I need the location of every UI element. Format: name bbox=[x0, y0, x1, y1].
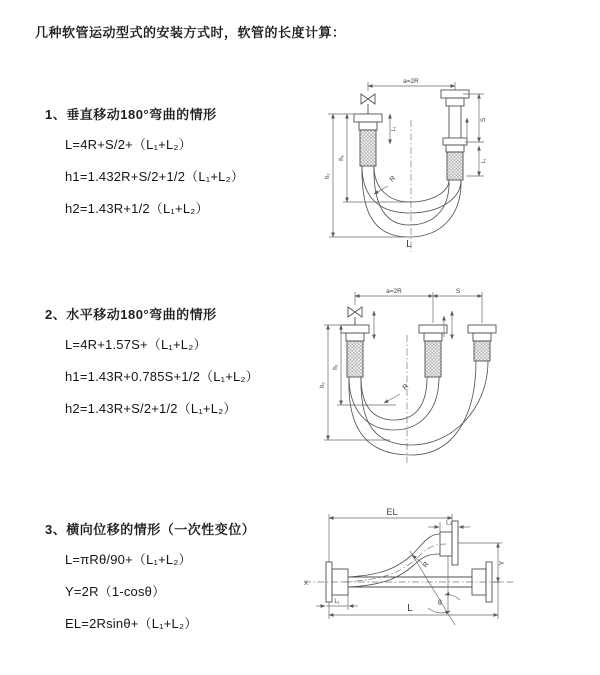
section-3-heading: 3、横向位移的情形（一次性变位） bbox=[45, 522, 256, 537]
dim-label-y: Y bbox=[499, 560, 506, 566]
dim-label-l1-right: L₁ bbox=[481, 158, 487, 164]
diagram-lateral-displacement bbox=[300, 505, 600, 670]
formula-length-3: L=πRθ/90+（L₁+L₂） bbox=[65, 552, 192, 567]
valve-icon bbox=[361, 94, 375, 114]
radius-label: R bbox=[401, 382, 411, 392]
dim-label-h1: h₁ bbox=[339, 155, 345, 161]
diagram-horizontal-180-bend bbox=[308, 283, 593, 473]
axis-label-x: X bbox=[304, 581, 309, 587]
radius-callout bbox=[374, 175, 397, 194]
dim-l2 bbox=[428, 521, 470, 533]
right-pipe-end bbox=[468, 325, 496, 361]
dim-label-el: EL bbox=[386, 507, 398, 517]
formula-h1-1: h1=1.432R+S/2+1/2（L₁+L₂） bbox=[65, 169, 245, 184]
left-pipe-end bbox=[354, 114, 382, 166]
diagram-vertical-180-bend bbox=[310, 70, 595, 260]
formula-h2-2: h2=1.43R+S/2+1/2（L₁+L₂） bbox=[65, 401, 237, 416]
page-title: 几种软管运动型式的安装方式时，软管的长度计算： bbox=[35, 25, 346, 40]
radius-label: R bbox=[388, 174, 398, 184]
hose-u-curves bbox=[362, 166, 461, 237]
section-2-heading: 2、水平移动180°弯曲的情形 bbox=[45, 307, 217, 322]
formula-length-1: L=4R+S/2+（L₁+L₂） bbox=[65, 137, 192, 152]
dim-a2r bbox=[368, 78, 455, 91]
dim-s bbox=[463, 94, 487, 142]
formula-length-2: L=4R+1.57S+（L₁+L₂） bbox=[65, 337, 207, 352]
braid-section bbox=[425, 341, 441, 377]
valve-icon bbox=[348, 307, 362, 325]
dim-el bbox=[329, 507, 452, 562]
dim-l1-left bbox=[390, 114, 397, 144]
radius-callout bbox=[384, 383, 410, 403]
braid-section bbox=[347, 341, 363, 377]
radius-callout bbox=[412, 555, 431, 569]
dim-label-a2r: a=2R bbox=[403, 78, 419, 85]
formula-y-3: Y=2R（1-cosθ） bbox=[65, 584, 166, 599]
angle-label-theta: θ bbox=[438, 600, 442, 607]
upper-flange bbox=[440, 521, 458, 565]
hose-s-curve bbox=[342, 534, 446, 587]
right-pipe-end bbox=[441, 90, 469, 180]
dim-l1 bbox=[316, 595, 358, 610]
dim-label-h2: h₂ bbox=[320, 382, 326, 388]
left-pipe-end bbox=[341, 325, 369, 377]
dim-label-h1: h₁ bbox=[333, 364, 339, 370]
length-label: L bbox=[407, 603, 413, 614]
dim-label-l2: L₂ bbox=[446, 520, 452, 527]
formula-el-3: EL=2Rsinθ+（L₁+L₂） bbox=[65, 616, 198, 631]
dim-label-l1-left: L₁ bbox=[391, 126, 397, 132]
dim-l bbox=[329, 602, 498, 619]
braid-section bbox=[447, 152, 463, 180]
length-label: L bbox=[406, 239, 412, 250]
dim-label-s: S bbox=[455, 288, 461, 295]
radius-label: R bbox=[421, 560, 431, 570]
formula-h1-2: h1=1.43R+0.785S+1/2（L₁+L₂） bbox=[65, 369, 259, 384]
dim-y bbox=[458, 543, 506, 619]
braid-section bbox=[474, 341, 490, 361]
section-1-heading: 1、垂直移动180°弯曲的情形 bbox=[45, 107, 217, 122]
dim-label-h2: h₂ bbox=[325, 173, 331, 179]
dim-label-s: S bbox=[480, 117, 487, 123]
braid-section bbox=[360, 130, 376, 166]
middle-pipe-end bbox=[419, 325, 447, 377]
hose-u-curves bbox=[349, 361, 488, 455]
dim-label-l1: L₁ bbox=[334, 599, 340, 605]
formula-h2-1: h2=1.43R+1/2（L₁+L₂） bbox=[65, 201, 209, 216]
dim-label-a2r: a=2R bbox=[386, 288, 402, 295]
dim-l1-right bbox=[466, 146, 487, 176]
